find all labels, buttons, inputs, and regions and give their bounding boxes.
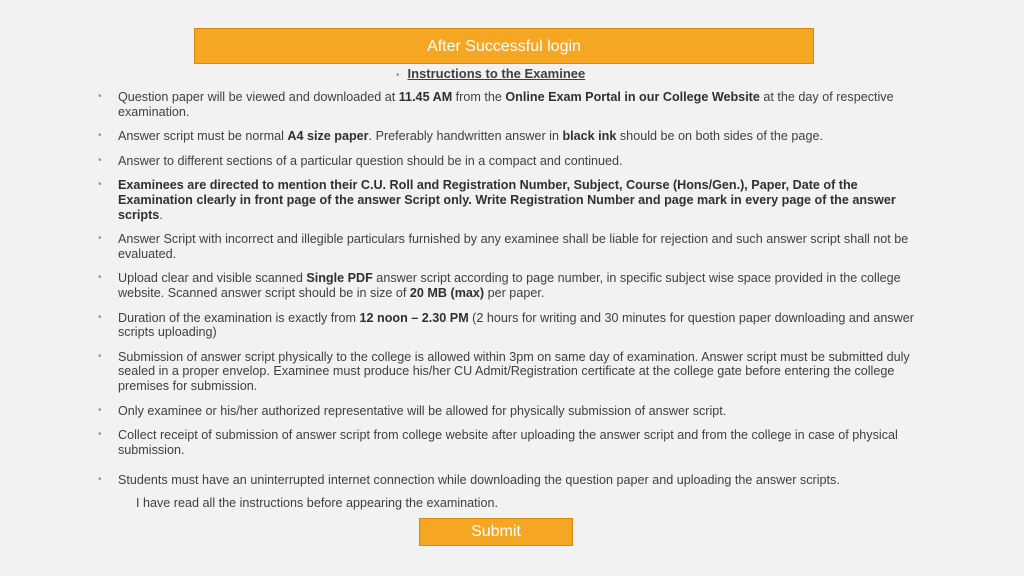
instruction-emphasis: A4 size paper [287, 129, 369, 144]
instruction-text: Collect receipt of submission of answer script from college website after uploading the answer script and from the college in case of physical submission. [118, 428, 898, 457]
header-banner [194, 28, 814, 64]
instruction-text: Students must have an uninterrupted internet connection while downloading the question paper and uploading the answer scripts. [118, 473, 840, 488]
instruction-text: from the [452, 90, 506, 104]
instruction-text: Answer Script with incorrect and illegible particulars furnished by any examinee shall be liable for rejection and such answer script shall not be evaluated. [118, 232, 909, 261]
bullet-icon: • [98, 272, 102, 284]
instruction-emphasis: Online Exam Portal in our College Website [505, 90, 760, 104]
declaration-text: I have read all the instructions before appearing the examination. [136, 496, 498, 510]
bullet-icon: • [98, 91, 102, 102]
instruction-item [98, 350, 916, 394]
instruction-text: . Preferably handwritten answer in [368, 129, 563, 144]
instruction-item [98, 271, 916, 300]
bullet-icon: • [98, 130, 102, 142]
instruction-text: Upload clear and visible scanned [118, 271, 307, 286]
instruction-item [98, 311, 916, 340]
instruction-emphasis: 11.45 AM [398, 90, 453, 104]
instruction-emphasis: 20 MB (max) [409, 285, 485, 300]
instruction-item [98, 473, 916, 488]
instruction-emphasis: Single PDF [306, 271, 373, 286]
submit-button[interactable]: Submit [419, 518, 573, 546]
bullet-icon: • [98, 474, 102, 486]
header-title: After Successful login [427, 38, 581, 55]
instruction-text: Duration of the examination is exactly from [118, 310, 360, 325]
bullet-icon: • [98, 233, 102, 245]
instruction-item [98, 428, 916, 457]
instruction-text: answer script according to page number, in specific subject wise space provided in the college website. Scanned answer script should be in size of [118, 271, 901, 300]
bullet-icon: • [98, 154, 102, 166]
instruction-text: Question paper will be viewed and downloaded at [118, 90, 399, 104]
instructions-heading [396, 66, 656, 81]
instruction-text: Submission of answer script physically to the college is allowed within 3pm on same day of examination. Answer script must be submitted duly sealed in a proper envelop. Examinee must produce his/her CU Admit/Registration certificate at the college gate before entering the college premises for submission. [118, 349, 910, 393]
instruction-text: . [159, 207, 163, 222]
instruction-text: Answer to different sections of a particular question should be in a compact and continued. [118, 153, 623, 168]
bullet-icon: • [98, 404, 102, 416]
instruction-text: Answer script must be normal [118, 129, 288, 144]
bullet-icon: • [396, 70, 400, 81]
instruction-item [98, 404, 916, 419]
instruction-item [98, 178, 916, 222]
instruction-text: Only examinee or his/her authorized representative will be allowed for physically submission of answer script. [118, 403, 727, 418]
instruction-text: per paper. [484, 285, 545, 300]
instructions-heading-text: Instructions to the Examinee [407, 66, 586, 81]
instruction-item [98, 129, 916, 144]
instruction-emphasis: black ink [562, 129, 617, 144]
instruction-item [98, 232, 916, 261]
instruction-emphasis: 12 noon – 2.30 PM [359, 310, 469, 325]
bullet-icon: • [98, 179, 102, 191]
bullet-icon: • [98, 429, 102, 441]
instruction-text: should be on both sides of the page. [616, 129, 823, 144]
instruction-emphasis: Examinees are directed to mention their C.U. Roll and Registration Number, Subject, Course (Hons/Gen.), Paper, Date of the Examination clearly in front page of the answer Script only. Write Registration Number and page mark in every page of the answer scripts [118, 178, 896, 222]
instruction-item [98, 90, 916, 119]
instruction-text: at the day of respective examination. [118, 90, 894, 119]
bullet-icon: • [98, 311, 102, 323]
bullet-icon: • [98, 350, 102, 362]
instruction-item [98, 154, 916, 169]
instruction-list [98, 90, 916, 488]
instruction-text: (2 hours for writing and 30 minutes for question paper downloading and answer scripts uploading) [118, 310, 914, 340]
